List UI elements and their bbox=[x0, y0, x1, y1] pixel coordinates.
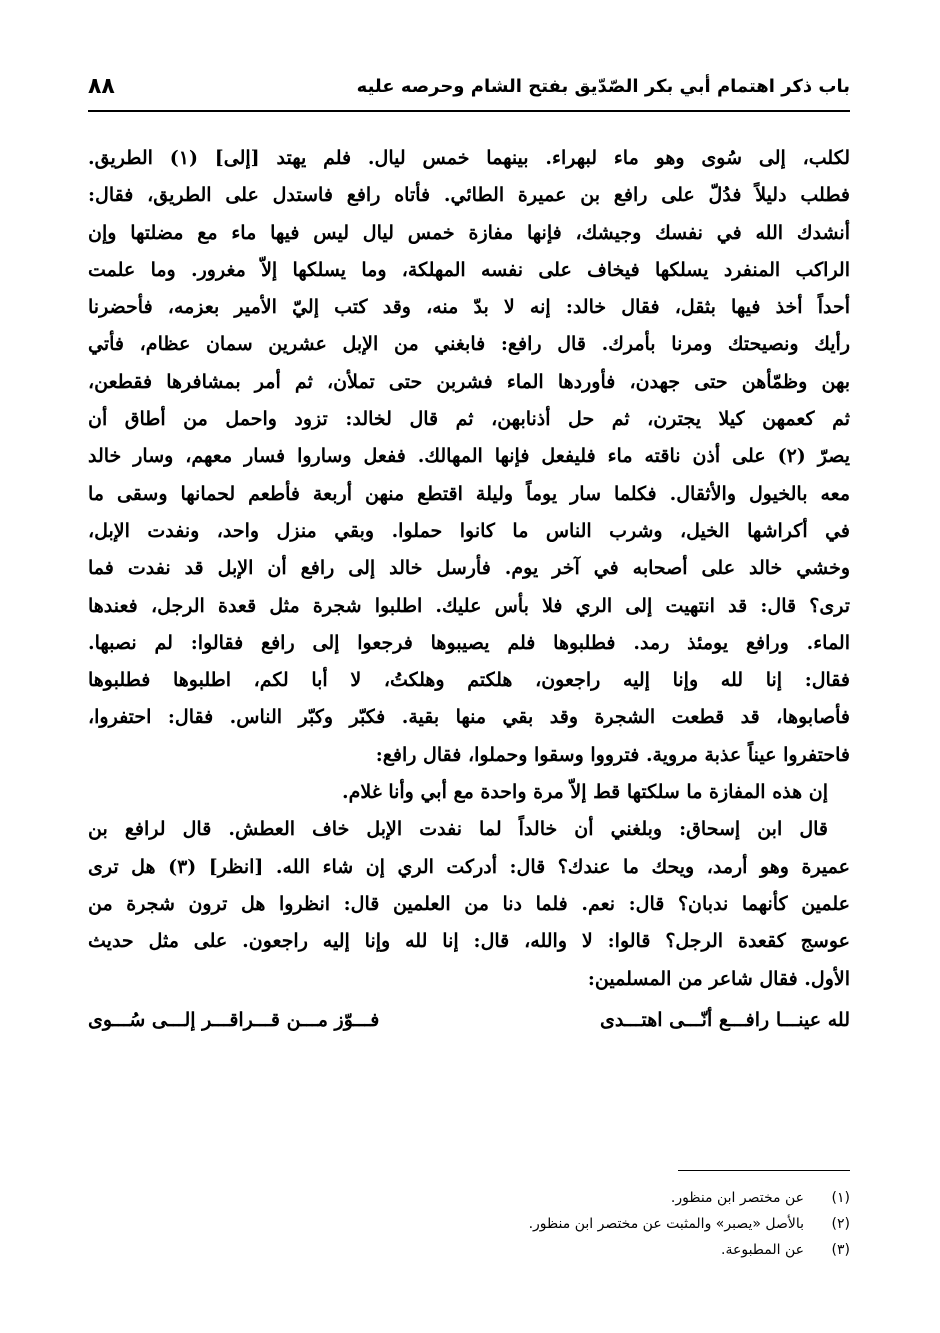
poem-verse bbox=[88, 1000, 850, 1040]
footnote-text: عن مختصر ابن منظور. bbox=[670, 1190, 804, 1206]
text-line: عميرة وهو أرمد، ويحك ما عندك؟ قال: أدركت الري إن شاء الله. [انظر] (٣) هل ترى bbox=[88, 855, 850, 878]
footnote-number: (٢) bbox=[831, 1216, 850, 1232]
text-line: الأول. فقال شاعر من المسلمين: bbox=[587, 967, 850, 990]
footnote-text: بالأصل «يصبر» والمثبت عن مختصر ابن منظور. bbox=[528, 1216, 804, 1232]
book-page bbox=[88, 70, 850, 1300]
text-line: أحداً أخذ فيها بثقل، فقال خالد: إنه لا بدّ منه، وقد كتب إليّ الأمير بعزمه، فأحضرنا bbox=[88, 296, 850, 319]
text-line: بهن وظمّأهن حتى جهدن، فأوردها الماء فشربن حتى تملأن، ثم أمر بمشافرها فقطعن، bbox=[88, 370, 850, 393]
text-line: الراكب المنفرد يسلكها فيخاف على نفسه المهلكة، وما يسلكها إلاّ مغرور. وما علمت bbox=[88, 258, 850, 281]
page-number: ٨٨ bbox=[88, 74, 115, 99]
text-line: وخشي خالد على أصحابه في آخر يوم. فأرسل خالد إلى رافع أن الإبل قد نفدت فما bbox=[88, 557, 850, 580]
text-line: يصرّ (٢) على أذن ناقته ماء فليفعل فإنها المهالك. ففعل وساروا فسار معهم، وسار خالد bbox=[88, 445, 850, 468]
text-line: الماء. ورافع يومئذ رمد. فطلبوها فلم يصيبوها فرجعوا إلى رافع فقالوا: لم نصبها. bbox=[88, 631, 850, 654]
footnote bbox=[88, 1185, 850, 1211]
text-line: لكلب، إلى سُوى وهو ماء لبهراء. بينهما خمس ليال. فلم يهتد [إلى] (١) الطريق. bbox=[88, 147, 850, 169]
footnotes bbox=[88, 1185, 850, 1263]
footnote bbox=[88, 1211, 850, 1237]
chapter-title: باب ذكر اهتمام أبي بكر الصّدّيق بفتح الشام وحرصه عليه bbox=[356, 76, 850, 97]
text-line: فأصابوها، قد قطعت الشجرة وقد بقي منها بقية. فكبّر وكبّر الناس. فقال: احتفروا، bbox=[88, 706, 850, 729]
text-line: أنشدك الله في نفسك وجيشك، فإنها مفازة خمس ليال ليس فيها ماء مع مضلتها وإن bbox=[88, 221, 850, 244]
verse-first-hemistich: لله عينـــا رافـــع أنّـــى اهتـــدى bbox=[599, 1008, 850, 1031]
text-line: عوسج كقعدة الرجل؟ قالوا: لا والله، قال: إنا لله وإنا إليه راجعون. على مثل حديث bbox=[88, 930, 850, 953]
footnote-divider bbox=[678, 1170, 850, 1171]
footnote-text: عن المطبوعة. bbox=[721, 1242, 804, 1258]
text-line: فقال: إنا لله وإنا إليه راجعون، هلكتم وهلكتُ، لا أبا لكم، اطلبوها فطلبوها bbox=[88, 669, 850, 692]
text-line: معه بالخيول والأثقال. فكلما سار يوماً وليلة اقتطع منهن أربعة فأطعم لحمانها وسقى ما bbox=[88, 482, 850, 505]
running-header bbox=[88, 70, 850, 112]
text-line: فاحتفروا عيناً عذبة مروية. فترووا وسقوا وحملوا، فقال رافع: bbox=[375, 743, 850, 766]
text-line: ترى؟ قال: قد انتهيت إلى الري فلا بأس عليك. اطلبوا شجرة مثل قعدة الرجل، فعندها bbox=[88, 594, 850, 617]
text-line: ثم كعمهن كيلا يجترن، ثم حل أذنابهن، ثم قال لخالد: تزود واحمل من أطاق أن bbox=[88, 408, 850, 431]
text-line: علمين كأنهما ندبان؟ قال: نعم. فلما دنا من العلمين قال: انظروا هل ترون شجرة من bbox=[88, 892, 850, 915]
text-line: فطلب دليلاً فدُلّ على رافع بن عميرة الطائي. فأتاه رافع فاستدل على الطريق، فقال: bbox=[88, 184, 850, 207]
verse-second-hemistich: فـــوّز مـــن قـــراقـــر إلـــى سُـــوى bbox=[88, 1008, 380, 1031]
paragraph-start: قال ابن إسحاق: وبلغني أن خالداً لما نفدت الإبل خاف العطش. قال لرافع بن bbox=[88, 818, 828, 841]
main-text bbox=[88, 140, 850, 1040]
footnote-number: (٣) bbox=[831, 1242, 850, 1258]
quoted-line: إن هذه المفازة ما سلكتها قط إلاّ مرة واحدة مع أبي وأنا غلام. bbox=[342, 781, 828, 804]
text-line: في أكراشها الخيل، وشرب الناس ما كانوا حملوا. وبقي منزل واحد، ونفدت الإبل، bbox=[88, 519, 850, 542]
text-line: رأيك ونصيحتك ومرنا بأمرك. قال رافع: فابغني من الإبل عشرين سمان عظام، فأتي bbox=[88, 333, 850, 356]
footnote-number: (١) bbox=[831, 1190, 850, 1206]
footnote bbox=[88, 1237, 850, 1263]
